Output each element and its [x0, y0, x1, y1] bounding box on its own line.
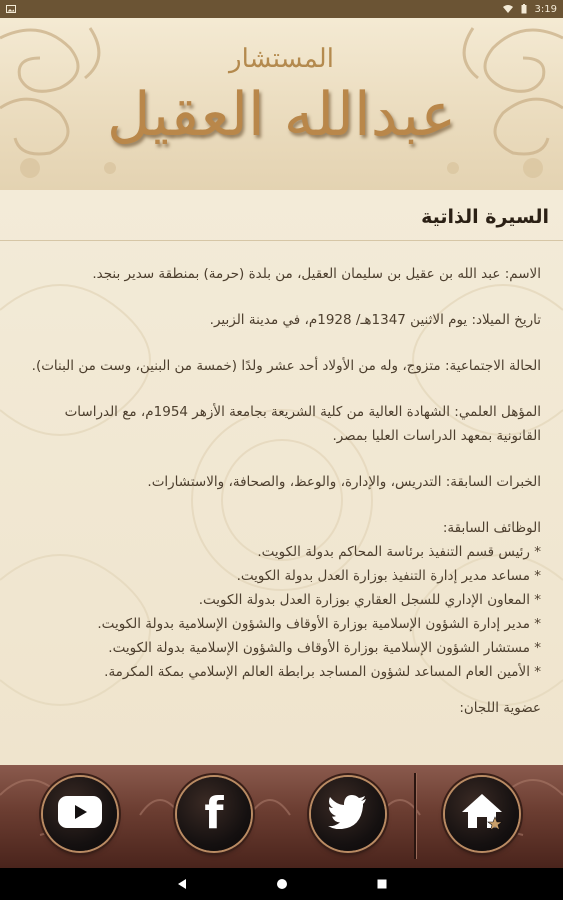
- recents-icon[interactable]: [372, 874, 392, 894]
- app-header: [0, 18, 563, 190]
- youtube-button[interactable]: [43, 777, 117, 851]
- jobs-list: [24, 540, 541, 684]
- bio-social-status: الحالة الاجتماعية: متزوج، وله من الأولاد أحد عشر ولدًا (خمسة من البنين، وست من البنات).: [31, 358, 541, 374]
- wifi-icon: [503, 4, 513, 14]
- facebook-icon: f: [204, 788, 224, 839]
- bio-birth: تاريخ الميلاد: يوم الاثنين 1347هـ/ 1928م، في مدينة الزبير.: [209, 312, 541, 328]
- status-bar: [0, 0, 563, 18]
- committees-heading: عضوية اللجان:: [459, 700, 541, 716]
- header-subtitle: المستشار: [229, 44, 334, 74]
- list-item: * مدير إدارة الشؤون الإسلامية بوزارة الأوقاف والشؤون الإسلامية بدولة الكويت.: [97, 616, 541, 632]
- bar-divider: [414, 773, 416, 859]
- bio-name: الاسم: عبد الله بن عقيل بن سليمان العقيل، من بلدة (حرمة) بمنطقة سدير بنجد.: [92, 266, 541, 282]
- system-nav-bar: [0, 868, 563, 900]
- home-button[interactable]: [445, 777, 519, 851]
- social-bar: [0, 765, 563, 868]
- youtube-icon: [58, 796, 102, 832]
- bio-text: [24, 262, 541, 742]
- bio-education: المؤهل العلمي: الشهادة العالية من كلية الشريعة بجامعة الأزهر 1954م، مع الدراسات القانونية بمعهد الدراسات العليا بمصر.: [64, 404, 541, 444]
- twitter-button[interactable]: [311, 777, 385, 851]
- list-item: * مساعد مدير إدارة التنفيذ بوزارة العدل بدولة الكويت.: [236, 568, 541, 584]
- facebook-button[interactable]: [177, 777, 251, 851]
- list-item: * رئيس قسم التنفيذ برئاسة المحاكم بدولة الكويت.: [257, 544, 541, 560]
- jobs-heading: الوظائف السابقة:: [442, 520, 541, 536]
- list-item: * مستشار الشؤون الإسلامية بوزارة الأوقاف والشؤون الإسلامية بدولة الكويت.: [108, 640, 541, 656]
- list-item: * المعاون الإداري للسجل العقاري بوزارة العدل بدولة الكويت.: [198, 592, 541, 608]
- battery-icon: [519, 4, 529, 14]
- twitter-icon: [328, 795, 368, 833]
- home-favorite-icon: [460, 792, 504, 836]
- list-item: * الأمين العام المساعد لشؤون المساجد برابطة العالم الإسلامي بمكة المكرمة.: [104, 664, 541, 680]
- bio-experience: الخبرات السابقة: التدريس، والإدارة، والوعظ، والصحافة، والاستشارات.: [147, 474, 541, 490]
- header-title: عبدالله العقيل: [106, 80, 457, 150]
- content-area[interactable]: [0, 190, 563, 765]
- section-title: السيرة الذاتية: [421, 206, 549, 228]
- title-divider: [0, 240, 563, 241]
- status-time: 3:19: [534, 3, 557, 15]
- image-icon: [6, 4, 16, 14]
- home-icon[interactable]: [272, 874, 292, 894]
- back-icon[interactable]: [172, 874, 192, 894]
